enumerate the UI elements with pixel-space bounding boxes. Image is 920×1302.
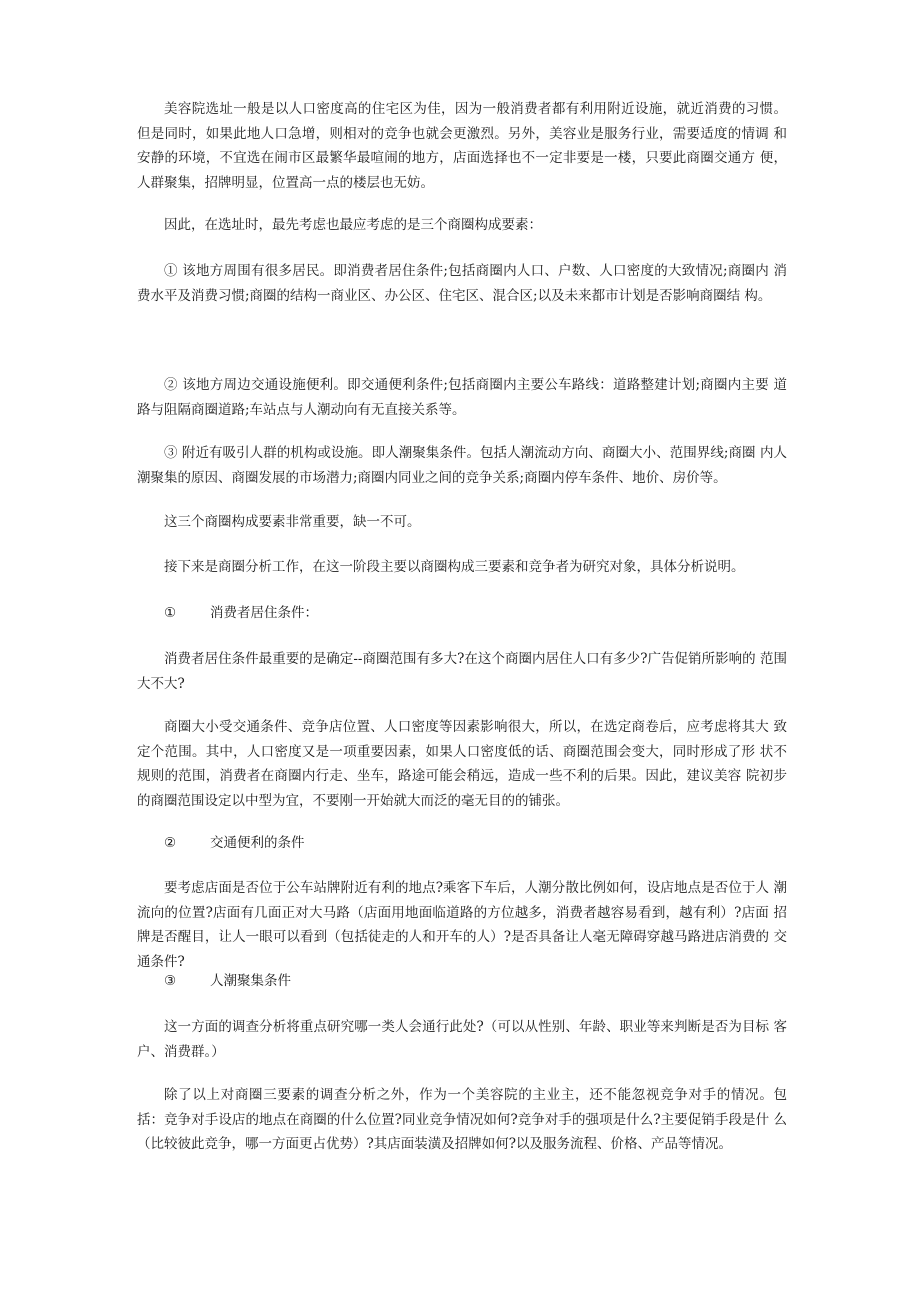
heading-text: 人潮聚集条件 bbox=[210, 973, 291, 989]
heading-number: ② bbox=[164, 835, 177, 851]
heading-residents bbox=[164, 601, 318, 626]
paragraph-competitors: 除了以上对商圈三要素的调查分析之外，作为一个美容院的主业主，还不能忽视竞争对手的情况。包 括：竞争对手设店的地点在商圈的什么位置?同业竞争情况如何?竞争对手的强项是什么?主要促销手段是什 么（比较彼此竞争，哪一方面更占优势）?其店面装潢及招牌如何?以及服务流程、价格、产品等情况。 bbox=[137, 1087, 787, 1152]
paragraph-factor-crowd: ③ 附近有吸引人群的机构或设施。即人潮聚集条件。包括人潮流动方向、商圈大小、范围界线;商圈 内人潮聚集的原因、商圈发展的市场潜力;商圈内同业之间的竞争关系;商圈内停车条件、地价、房价等。 bbox=[137, 445, 787, 486]
heading-number: ① bbox=[164, 605, 177, 621]
heading-text: 交通便利的条件 bbox=[210, 835, 305, 851]
heading-traffic bbox=[164, 831, 305, 856]
paragraph-factor-residents: ① 该地方周围有很多居民。即消费者居住条件;包括商圈内人口、户数、人口密度的大致情况;商圈内 消费水平及消费习惯;商圈的结构一商业区、办公区、住宅区、混合区;以及未来都市计划是否影响商圈结 构。 bbox=[137, 263, 787, 304]
paragraph-analysis-intro: 接下来是商圈分析工作，在这一阶段主要以商圈构成三要素和竞争者为研究对象，具体分析说明。 bbox=[164, 559, 745, 575]
paragraph-traffic-detail: 要考虑店面是否位于公车站牌附近有利的地点?乘客下车后，人潮分散比例如何，设店地点是否位于人 潮流向的位置?店面有几面正对大马路（店面用地面临道路的方位越多，消费者越容易看到，越有利）?店面 招牌是否醒目，让人一眼可以看到（包括徒走的人和开车的人）?是否具备让人毫无障碍穿越马路进店消费的 交通条件? bbox=[137, 880, 787, 970]
heading-crowd bbox=[164, 969, 291, 994]
heading-number: ③ bbox=[164, 973, 177, 989]
paragraph-residents-detail: 消费者居住条件最重要的是确定--商圈范围有多大?在这个商圈内居住人口有多少?广告促销所影响的 范围大不大? bbox=[137, 651, 787, 692]
paragraph-intro: 美容院选址一般是以人口密度高的住宅区为佳，因为一般消费者都有利用附近设施，就近消费的习惯。 但是同时，如果此地人口急增，则相对的竞争也就会更激烈。另外，美容业是服务行业，需要适度的情调 和安静的环境，不宜选在闹市区最繁华最喧闹的地方，店面选择也不一定非要是一楼，只要此商圈交通方 便，人群聚集，招牌明显，位置高一点的楼层也无妨。 bbox=[137, 101, 787, 191]
paragraph-importance: 这三个商圈构成要素非常重要，缺一不可。 bbox=[164, 514, 421, 530]
paragraph-crowd-detail: 这一方面的调查分析将重点研究哪一类人会通行此处?（可以从性别、年龄、职业等来判断是否为目标 客户、消费群。） bbox=[137, 1019, 787, 1060]
paragraph-range-detail: 商圈大小受交通条件、竞争店位置、人口密度等因素影响很大，所以，在选定商卷后，应考虑将其大 致定个范围。其中，人口密度又是一项重要因素，如果人口密度低的话、商圈范围会变大，同时形成了形 状不规则的范围，消费者在商圈内行走、坐车，路途可能会稍远，造成一些不利的后果。因此，建议美容 院初步的商圈范围设定以中型为宜，不要刚一开始就大而泛的毫无目的的铺张。 bbox=[137, 719, 787, 809]
paragraph-factor-traffic: ② 该地方周边交通设施便利。即交通便利条件;包括商圈内主要公车路线：道路整建计划;商圈内主要 道路与阻隔商圈道路;车站点与人潮动向有无直接关系等。 bbox=[137, 377, 787, 418]
paragraph-three-factors: 因此，在选址时，最先考虑也最应考虑的是三个商圈构成要素： bbox=[164, 217, 542, 233]
heading-text: 消费者居住条件： bbox=[210, 605, 318, 621]
